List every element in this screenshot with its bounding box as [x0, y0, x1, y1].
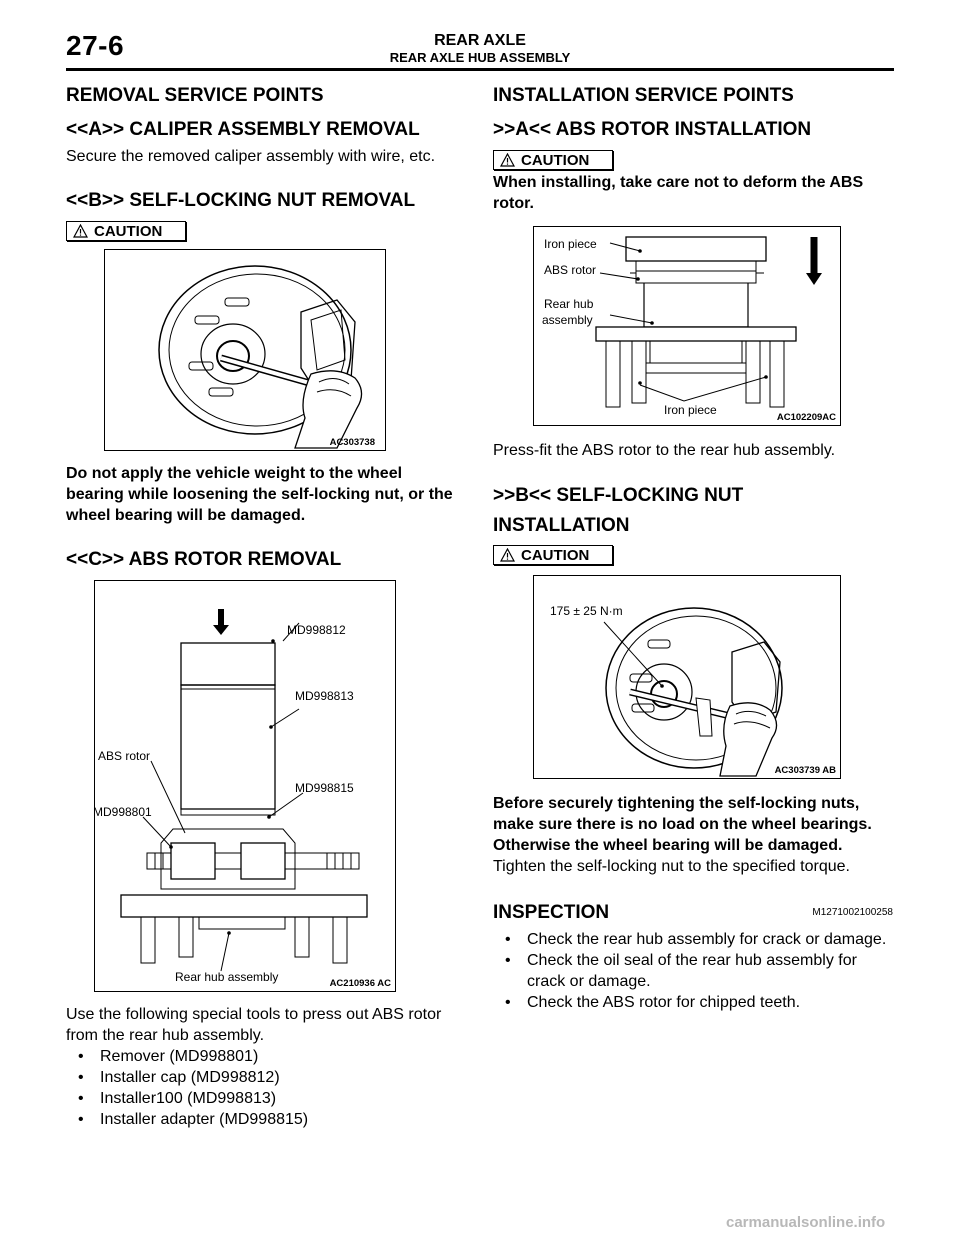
inspection-heading: INSPECTION	[493, 902, 610, 923]
figure-abs-rotor-installation	[533, 226, 841, 426]
abs-rotor-installation-text: Press-fit the ABS rotor to the rear hub assembly.	[493, 442, 836, 459]
label-rear-hub: Rear hub	[544, 297, 594, 311]
abs-rotor-installation-heading: >>A<< ABS ROTOR INSTALLATION	[493, 119, 812, 140]
figure-nut-removal	[104, 249, 386, 451]
list-item: • Remover (MD998801)	[78, 1048, 259, 1065]
inspection-list	[493, 929, 893, 1013]
wrench-on-hub-illustration	[105, 250, 385, 450]
installation-service-points-heading: INSTALLATION SERVICE POINTS	[493, 85, 794, 106]
inspection-heading-row	[493, 899, 893, 929]
abs-rotor-removal-text: Use the following special tools to press out ABS rotor from the rear hub assembly.	[66, 1006, 442, 1044]
list-item: • Check the oil seal of the rear hub assembly for crack or damage.	[505, 952, 857, 990]
nut-installation-heading-line1: >>B<< SELF-LOCKING NUT	[493, 485, 744, 506]
label-md998815: MD998815	[295, 781, 354, 795]
watermark: carmanualsonline.info	[726, 1214, 886, 1231]
page-number: 27-6	[66, 30, 125, 61]
nut-installation-caution-text: Before securely tightening the self-locking nuts, make sure there is no load on the wheel bearings. Otherwise the wheel bearing will be damaged.	[493, 795, 872, 854]
nut-removal-heading: <<B>> SELF-LOCKING NUT REMOVAL	[66, 190, 416, 211]
left-column	[66, 84, 466, 1130]
label-iron-piece-bottom: Iron piece	[664, 403, 717, 417]
nut-installation-heading-line2: INSTALLATION	[493, 515, 630, 536]
special-tools-list	[66, 1046, 466, 1130]
list-item: • Check the ABS rotor for chipped teeth.	[505, 994, 801, 1011]
abs-rotor-installation-caution-text: When installing, take care not to deform the ABS rotor.	[493, 174, 864, 212]
label-iron-piece-top: Iron piece	[544, 237, 597, 251]
right-column	[493, 84, 893, 1013]
list-item: • Installer cap (MD998812)	[78, 1069, 280, 1086]
figure-id: AC303739 AB	[774, 765, 836, 776]
figure-nut-installation	[533, 575, 841, 779]
label-assembly: assembly	[542, 313, 593, 327]
figure-id: AC303738	[329, 437, 375, 448]
chapter-title: REAR AXLE	[434, 32, 526, 49]
label-torque-value: 175 ± 25 N·m	[550, 604, 623, 618]
label-md998813: MD998813	[295, 689, 354, 703]
list-item: • Installer100 (MD998813)	[78, 1090, 277, 1107]
caliper-removal-text: Secure the removed caliper assembly with wire, etc.	[66, 148, 436, 165]
list-item: • Check the rear hub assembly for crack or damage.	[505, 931, 887, 948]
label-abs-rotor: ABS rotor	[98, 749, 151, 763]
caution-label: CAUTION	[493, 150, 613, 170]
caution-label: CAUTION	[66, 221, 186, 241]
caution-label: CAUTION	[493, 545, 613, 565]
label-rear-hub-assembly: Rear hub assembly	[175, 970, 279, 984]
label-md998801: MD998801	[93, 805, 152, 819]
removal-service-points-heading: REMOVAL SERVICE POINTS	[66, 85, 324, 106]
list-item: • Installer adapter (MD998815)	[78, 1111, 309, 1128]
figure-abs-rotor-removal	[94, 580, 396, 992]
document-code: M1271002100258	[812, 907, 893, 918]
figure-id: AC102209AC	[776, 412, 836, 423]
nut-installation-text: Tighten the self-locking nut to the specified torque.	[493, 858, 850, 875]
nut-removal-caution-text: Do not apply the vehicle weight to the wheel bearing while loosening the self-locking nut, or the wheel bearing will be damaged.	[66, 465, 453, 524]
abs-rotor-removal-heading: <<C>> ABS ROTOR REMOVAL	[66, 549, 342, 570]
section-title: REAR AXLE HUB ASSEMBLY	[389, 50, 571, 65]
page-header	[66, 30, 894, 70]
label-abs-rotor: ABS rotor	[544, 263, 597, 277]
header-rule	[66, 68, 894, 71]
warning-icon	[500, 548, 515, 562]
caliper-removal-heading: <<A>> CALIPER ASSEMBLY REMOVAL	[66, 119, 420, 140]
warning-icon	[73, 224, 88, 238]
label-md998812: MD998812	[287, 623, 346, 637]
figure-id: AC210936 AC	[329, 978, 391, 989]
warning-icon	[500, 153, 515, 167]
